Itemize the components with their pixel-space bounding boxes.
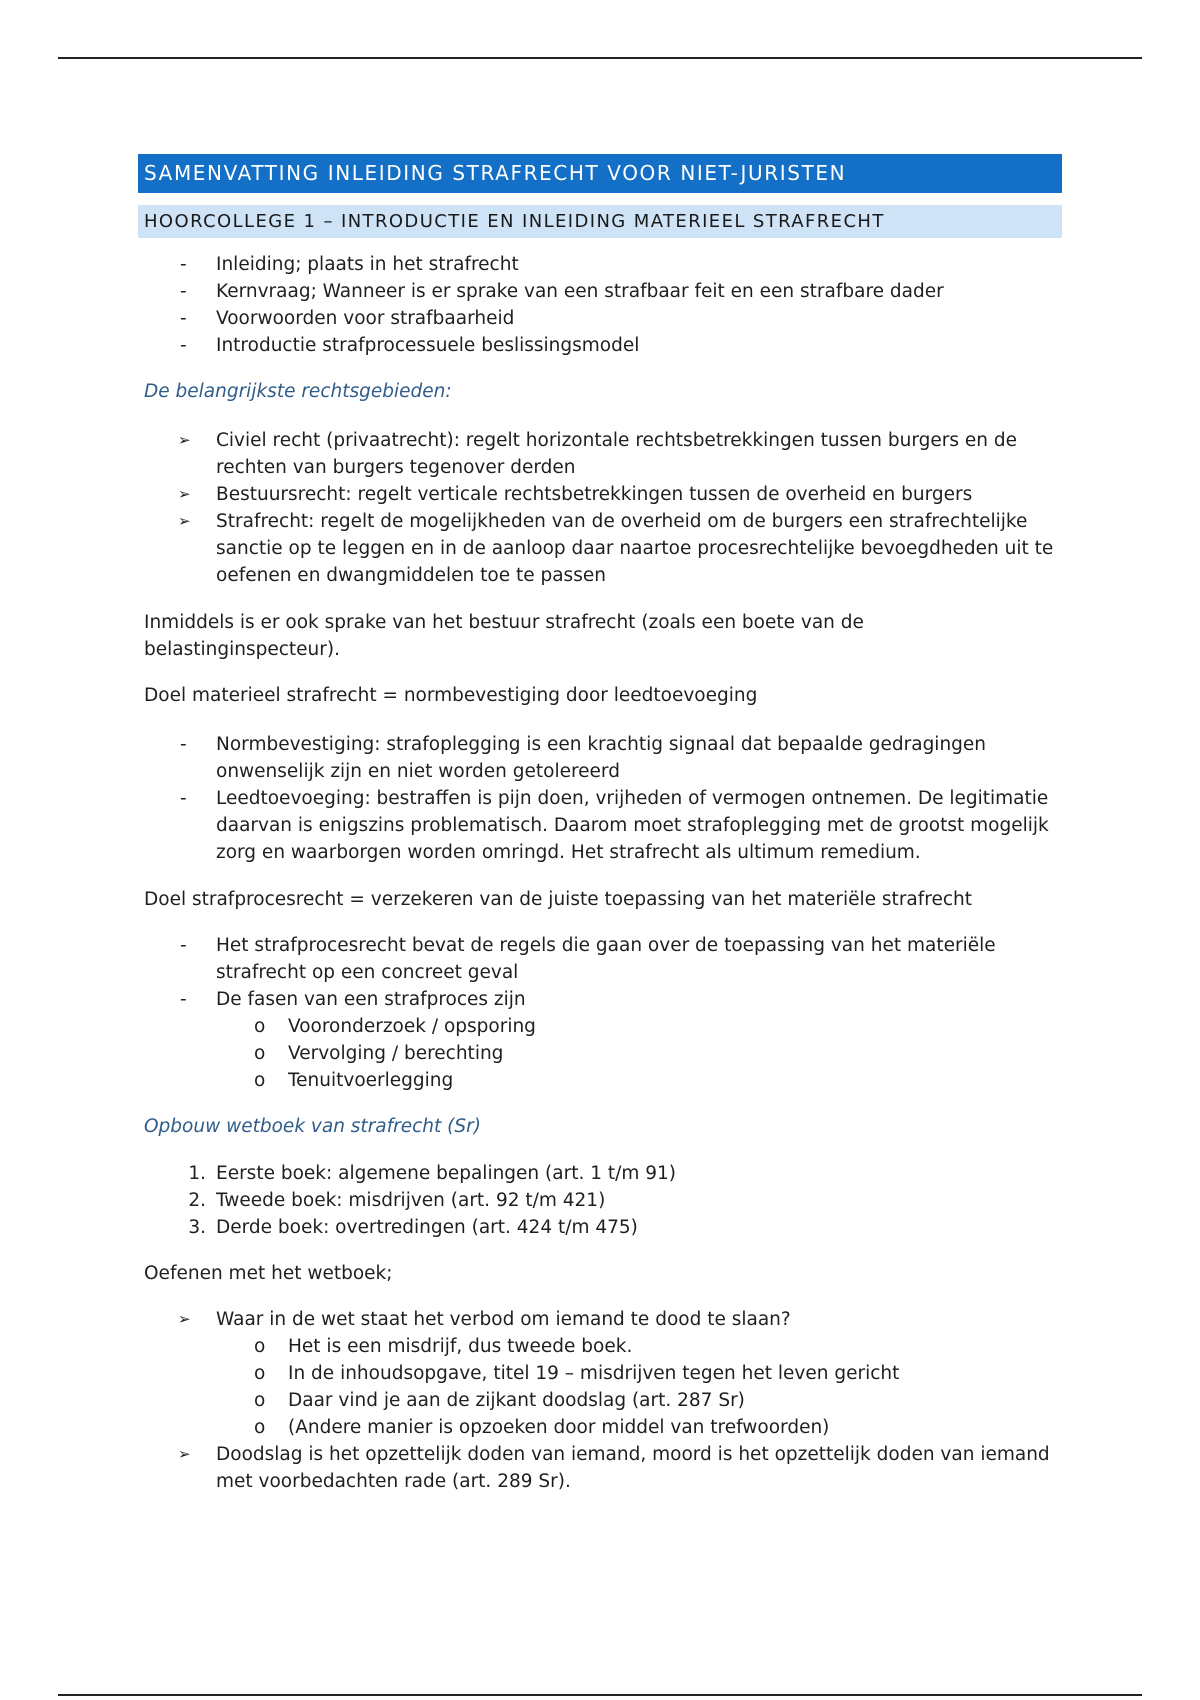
circle-bullet: o — [254, 1390, 266, 1411]
list-item: ➢ Strafrecht: regelt de mogelijkheden van de overheid om de burgers een strafrechtelijke sanctie op te leggen en in de aanloop daar naartoe procesrechtelijke bevoegdheden uit te oefenen en dwangmiddelen toe te passen — [138, 508, 1062, 589]
list-number: 3. — [188, 1217, 206, 1238]
document-body — [138, 154, 1062, 1495]
circle-bullet: o — [254, 1363, 266, 1384]
opbouw-list — [138, 1160, 1062, 1241]
list-item: - Introductie strafprocessuele beslissingsmodel — [138, 332, 1062, 359]
dash-bullet: - — [180, 281, 187, 302]
list-item: - De fasen van een strafproces zijn — [138, 986, 1062, 1013]
arrow-bullet-icon: ➢ — [178, 431, 191, 449]
list-item: o Daar vind je aan de zijkant doodslag (art. 287 Sr) — [138, 1387, 1062, 1414]
doel-materieel-list — [138, 731, 1062, 866]
list-item: ➢ Waar in de wet staat het verbod om iemand te dood te slaan? — [138, 1306, 1062, 1333]
dash-bullet: - — [180, 935, 187, 956]
list-item: o Vooronderzoek / opsporing — [138, 1013, 1062, 1040]
list-item: - Leedtoevoeging: bestraffen is pijn doen, vrijheden of vermogen ontnemen. De legitimatie daarvan is enigszins problematisch. Daarom moet strafoplegging met de grootst mogelijk zorg en waarborgen worden omringd. Het strafrecht als ultimum remedium. — [138, 785, 1062, 866]
dash-bullet: - — [180, 335, 187, 356]
dash-bullet: - — [180, 254, 187, 275]
list-item: 3. Derde boek: overtredingen (art. 424 t/m 475) — [138, 1214, 1062, 1241]
list-item: 1. Eerste boek: algemene bepalingen (art. 1 t/m 91) — [138, 1160, 1062, 1187]
arrow-bullet-icon: ➢ — [178, 485, 191, 503]
doel-strafproces-text: Doel strafprocesrecht = verzekeren van de juiste toepassing van het materiële strafrecht — [144, 889, 973, 910]
rechtsgebieden-list — [138, 427, 1062, 589]
circle-bullet: o — [254, 1336, 266, 1357]
list-item: o In de inhoudsopgave, titel 19 – misdrijven tegen het leven gericht — [138, 1360, 1062, 1387]
intro-list — [138, 251, 1062, 359]
opbouw-heading: Opbouw wetboek van strafrecht (Sr) — [144, 1116, 481, 1137]
list-item: - Normbevestiging: strafoplegging is een krachtig signaal dat bepaalde gedragingen onwenselijk zijn en niet worden getolereerd — [138, 731, 1062, 785]
circle-bullet: o — [254, 1070, 266, 1091]
rechtsgebieden-heading: De belangrijkste rechtsgebieden: — [144, 381, 452, 402]
arrow-bullet-icon: ➢ — [178, 512, 191, 530]
list-item: ➢ Doodslag is het opzettelijk doden van iemand, moord is het opzettelijk doden van iemand met voorbedachten rade (art. 289 Sr). — [138, 1441, 1062, 1495]
list-item: o Het is een misdrijf, dus tweede boek. — [138, 1333, 1062, 1360]
oefenen-list-2 — [138, 1441, 1062, 1495]
list-item: o Vervolging / berechting — [138, 1040, 1062, 1067]
list-number: 1. — [188, 1163, 206, 1184]
arrow-bullet-icon: ➢ — [178, 1310, 191, 1328]
dash-bullet: - — [180, 788, 187, 809]
oefenen-list — [138, 1306, 1062, 1333]
fasen-list — [138, 1013, 1062, 1094]
dash-bullet: - — [180, 734, 187, 755]
list-item: - Inleiding; plaats in het strafrecht — [138, 251, 1062, 278]
oefenen-text: Oefenen met het wetboek; — [144, 1263, 393, 1284]
list-number: 2. — [188, 1190, 206, 1211]
header-rule — [58, 57, 1142, 59]
oefenen-sublist — [138, 1333, 1062, 1441]
list-item: - Kernvraag; Wanneer is er sprake van een strafbaar feit en een strafbare dader — [138, 278, 1062, 305]
list-item: - Het strafprocesrecht bevat de regels die gaan over de toepassing van het materiële strafrecht op een concreet geval — [138, 932, 1062, 986]
doel-strafproces-list — [138, 932, 1062, 1013]
document-title: SAMENVATTING INLEIDING STRAFRECHT VOOR NIET-JURISTEN — [138, 154, 1062, 193]
circle-bullet: o — [254, 1043, 266, 1064]
section-heading: HOORCOLLEGE 1 – INTRODUCTIE EN INLEIDING MATERIEEL STRAFRECHT — [138, 205, 1062, 238]
list-item: o (Andere manier is opzoeken door middel van trefwoorden) — [138, 1414, 1062, 1441]
dash-bullet: - — [180, 989, 187, 1010]
list-item: ➢ Civiel recht (privaatrecht): regelt horizontale rechtsbetrekkingen tussen burgers en de rechten van burgers tegenover derden — [138, 427, 1062, 481]
circle-bullet: o — [254, 1016, 266, 1037]
doel-materieel-text: Doel materieel strafrecht = normbevestiging door leedtoevoeging — [144, 685, 758, 706]
list-item: ➢ Bestuursrecht: regelt verticale rechtsbetrekkingen tussen de overheid en burgers — [138, 481, 1062, 508]
circle-bullet: o — [254, 1417, 266, 1438]
bestuur-paragraph: Inmiddels is er ook sprake van het bestuur strafrecht (zoals een boete van de belastinginspecteur). — [144, 612, 864, 660]
list-item: - Voorwoorden voor strafbaarheid — [138, 305, 1062, 332]
footer-rule — [58, 1694, 1142, 1696]
list-item: 2. Tweede boek: misdrijven (art. 92 t/m 421) — [138, 1187, 1062, 1214]
dash-bullet: - — [180, 308, 187, 329]
arrow-bullet-icon: ➢ — [178, 1445, 191, 1463]
list-item: o Tenuitvoerlegging — [138, 1067, 1062, 1094]
